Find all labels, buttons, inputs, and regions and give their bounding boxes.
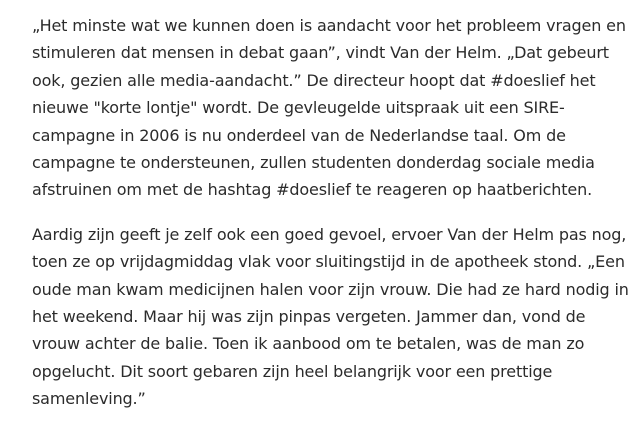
paragraph (32, 221, 629, 413)
text-line: oude man kwam medicijnen halen voor zijn vrouw. Die had ze hard nodig in (32, 279, 629, 299)
text-line: vrouw achter de balie. Toen ik aanbood om te betalen, was de man zo (32, 334, 585, 354)
text-line: stimuleren dat mensen in debat gaan”, vindt Van der Helm. „Dat gebeurt (32, 43, 609, 63)
text-line: „Het minste wat we kunnen doen is aandacht voor het probleem vragen en (32, 16, 626, 35)
text-line: toen ze op vrijdagmiddag vlak voor sluitingstijd in de apotheek stond. „Een (32, 252, 625, 272)
text-line: afstruinen om met de hashtag #doeslief te reageren op haatberichten. (32, 180, 593, 200)
text-line: campagne te ondersteunen, zullen studenten donderdag sociale media (32, 153, 595, 173)
text-line: campagne in 2006 is nu onderdeel van de Nederlandse taal. Om de (32, 125, 566, 145)
text-line: opgelucht. Dit soort gebaren zijn heel belangrijk voor een prettige (32, 361, 553, 381)
text-line: het weekend. Maar hij was zijn pinpas vergeten. Jammer dan, vond de (32, 307, 586, 327)
paragraph (32, 12, 626, 204)
text-line: ook, gezien alle media-aandacht.” De directeur hoopt dat #doeslief het (32, 70, 596, 90)
text-line: Aardig zijn geeft je zelf ook een goed gevoel, ervoer Van der Helm pas nog, (32, 224, 627, 244)
article-body (32, 12, 629, 413)
text-line: samenleving.” (32, 389, 146, 409)
text-line: nieuwe "korte lontje" wordt. De gevleugelde uitspraak uit een SIRE- (32, 98, 565, 118)
